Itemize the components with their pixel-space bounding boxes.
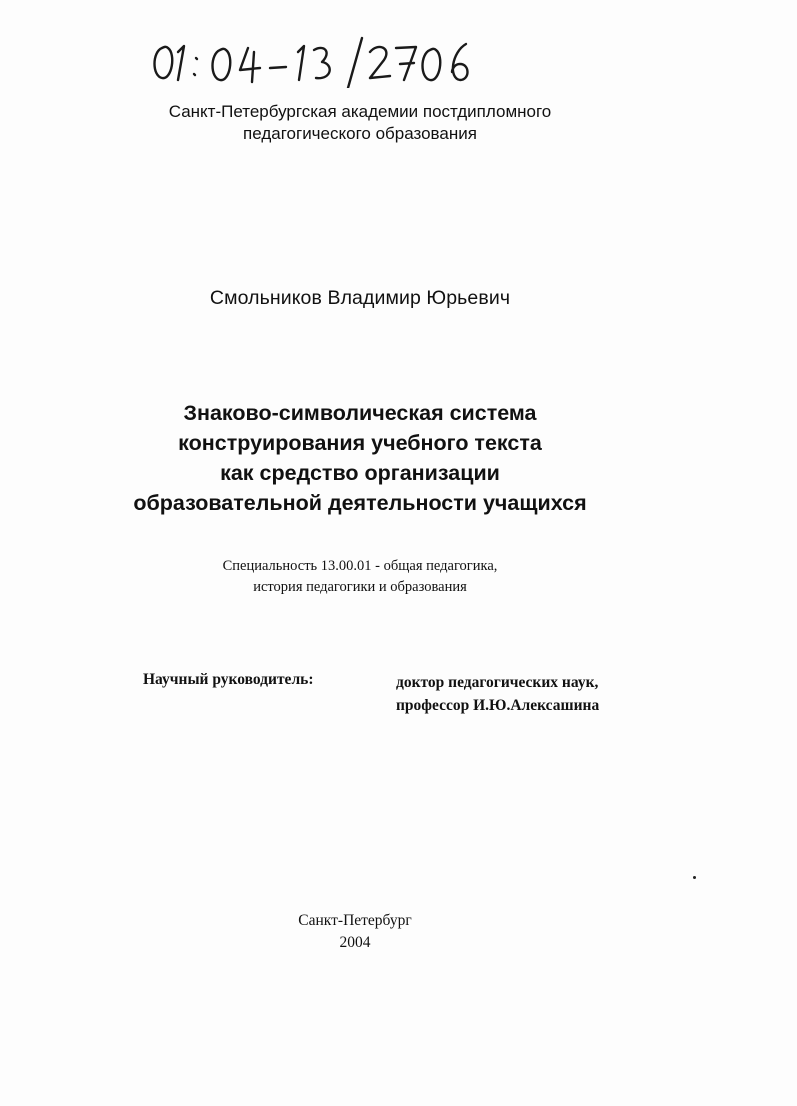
title-line-2: конструирования учебного текста [178,431,542,455]
title-line-4: образовательной деятельности учащихся [133,491,587,515]
specialty-line-2: история педагогики и образования [253,579,467,595]
author-name: Смольников Владимир Юрьевич [209,287,511,309]
handwritten-number-drawing [148,18,488,88]
institution-line-1: Санкт-Петербургская академии постдипломного [168,102,552,121]
supervisor-degree: доктор педагогических наук, [396,674,599,691]
specialty-line-1: Специальность 13.00.01 - общая педагогика, [222,558,498,574]
year: 2004 [339,934,371,951]
handwritten-catalog-number [148,18,488,88]
city: Санкт-Петербург [298,912,412,929]
title-line-3: как средство организации [220,461,500,485]
supervisor-details [396,671,599,717]
specialty [160,556,560,598]
title-line-1: Знаково-символическая система [183,401,537,425]
institution-name [120,101,600,145]
supervisor-label: Научный руководитель: [143,671,314,688]
institution-line-2: педагогического образования [243,124,477,143]
dissertation-title [60,398,660,518]
supervisor-name: профессор И.Ю.Алексашина [396,697,600,714]
scan-speck [693,876,696,879]
place-and-year [250,910,460,954]
